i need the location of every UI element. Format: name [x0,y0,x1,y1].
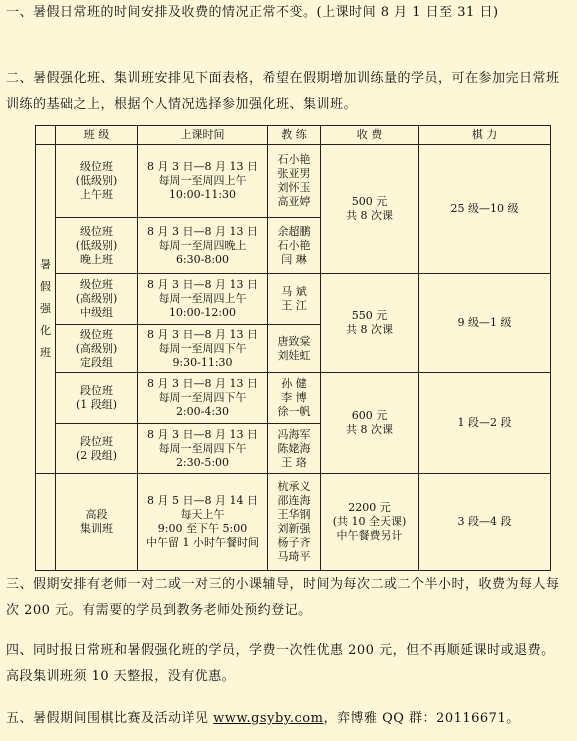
header-fee: 收 费 [321,126,419,145]
table-row [36,474,551,571]
coach-cell: 孙 健 李 博 徐一帆 [268,373,321,424]
time-cell: 8 月 3 日—8 月 13 日 每周一至周四上午 10:00-12:00 [138,274,268,325]
table-row [36,274,551,325]
fee-cell: 600 元 共 8 次课 [321,373,419,474]
class-cell: 段位班 (2 段组) [56,424,138,474]
coach-cell: 冯海军 陈姥海 王 珞 [268,424,321,474]
table-row [36,145,551,218]
class-cell: 段位班 (1 段组) [56,373,138,424]
header-corner [36,126,56,145]
time-cell: 8 月 3 日—8 月 13 日 每周一至周四下午 2:00-4:30 [138,373,268,424]
time-cell: 8 月 3 日—8 月 13 日 每周一至周四下午 2:30-5:00 [138,424,268,474]
time-cell: 8 月 3 日—8 月 13 日 每周一至周四上午 10:00-11:30 [138,145,268,218]
level-cell: 9 级—1 级 [419,274,551,373]
table-row [36,373,551,424]
header-level: 棋 力 [419,126,551,145]
time-cell: 8 月 3 日—8 月 13 日 每周一至周四晚上 6:30-8:00 [138,218,268,274]
group-label-empty [36,474,56,571]
header-coach: 教 练 [268,126,321,145]
header-time: 上课时间 [138,126,268,145]
coach-cell: 石小艳 张亚男 刘怀玉 高亚婷 [268,145,321,218]
paragraph-1: 一、暑假日常班的时间安排及收费的情况正常不变。(上课时间 8 月 1 日至 31 日) [6,5,499,20]
time-cell: 8 月 3 日—8 月 13 日 每周一至周四下午 9:30-11:30 [138,325,268,373]
class-cell: 级位班 (高级别) 中级组 [56,274,138,325]
fee-cell: 500 元 共 8 次课 [321,145,419,274]
level-cell: 1 段—2 段 [419,373,551,474]
paragraph-5-suffix: ，弈博雅 QQ 群：20116671。 [323,711,520,726]
coach-cell: 马 斌 王 江 [268,274,321,325]
time-cell: 8 月 5 日—8 月 14 日 每天上午 9:00 至下午 5:00 中午留 1 小时午餐时间 [138,474,268,571]
class-cell: 级位班 (低级别) 晚上班 [56,218,138,274]
class-cell: 级位班 (高级别) 定段组 [56,325,138,373]
paragraph-4: 四、同时报日常班和暑假强化班的学员，学费一次性优惠 200 元，但不再顺延课时或退费。高段集训班须 10 天整报，没有优惠。 [6,643,555,684]
fee-cell: 550 元 共 8 次课 [321,274,419,373]
header-class: 班 级 [56,126,138,145]
paragraph-5 [6,706,566,732]
website-link[interactable]: www.gsyby.com [213,711,324,726]
coach-cell: 唐致棠 刘娃虹 [268,325,321,373]
level-cell: 3 段—4 段 [419,474,551,571]
coach-cell: 杭承义 邵连海 王华钢 刘新强 杨子齐 马琦平 [268,474,321,571]
paragraph-3: 三、假期安排有老师一对二或一对三的小课辅导，时间为每次二或二个半小时，收费为每人每次 200 元。有需要的学员到教务老师处预约登记。 [6,577,560,618]
group-label: 暑 假 强 化 班 [36,145,56,474]
schedule-table [35,125,551,571]
coach-cell: 余超鹏 石小艳 闫 琳 [268,218,321,274]
table-header-row [36,126,551,145]
paragraph-5-prefix: 五、暑假期间围棋比赛及活动详见 [6,711,214,726]
class-cell: 级位班 (低级别) 上午班 [56,145,138,218]
paragraph-2: 二、暑假强化班、集训班安排见下面表格，希望在假期增加训练量的学员，可在参加完日常班训练的基础之上，根据个人情况选择参加强化班、集训班。 [6,71,560,112]
fee-cell: 2200 元 (共 10 全天课) 中午餐费另计 [321,474,419,571]
class-cell: 高段 集训班 [56,474,138,571]
level-cell: 25 级—10 级 [419,145,551,274]
